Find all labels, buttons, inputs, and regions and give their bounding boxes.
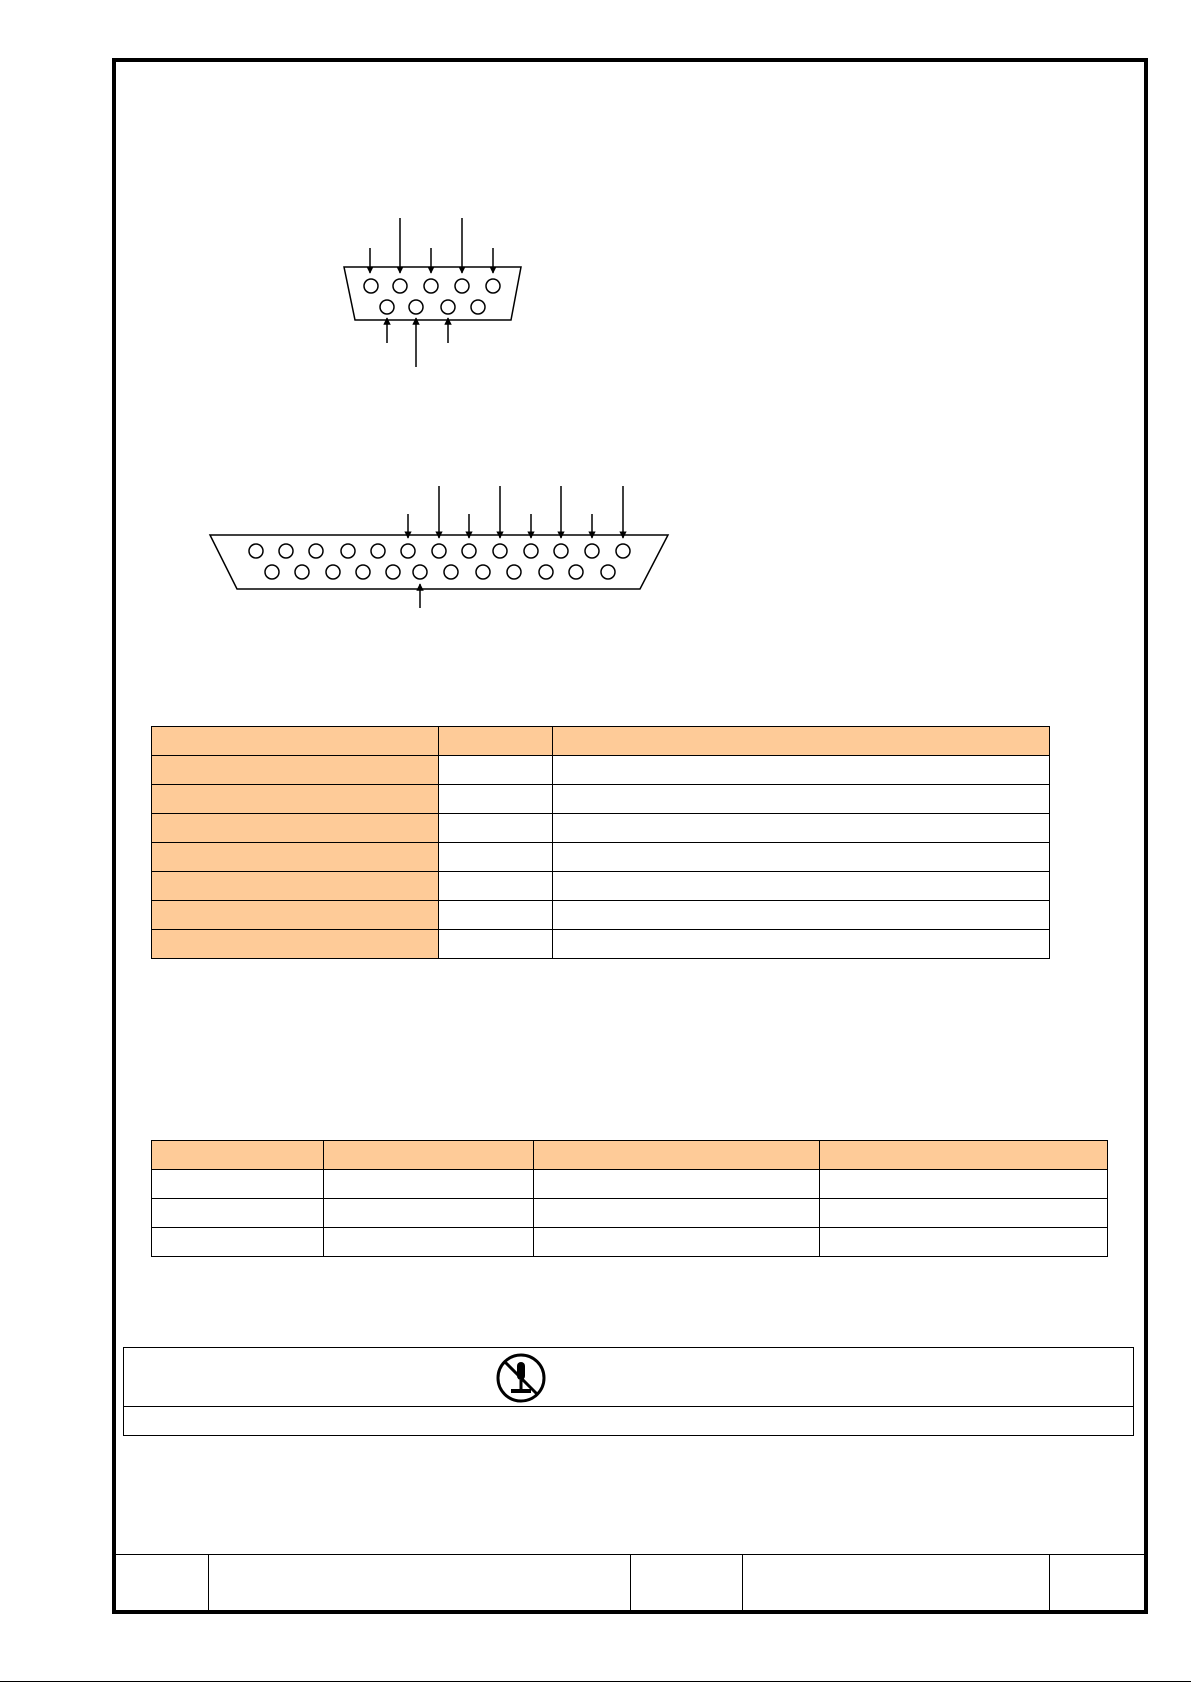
table-row bbox=[152, 930, 1050, 959]
footer-title-block bbox=[116, 1554, 1144, 1611]
table-cell bbox=[439, 756, 553, 785]
pin bbox=[413, 565, 427, 579]
table-cell bbox=[553, 930, 1050, 959]
signal-table bbox=[151, 726, 1050, 959]
db25-connector-shell bbox=[210, 535, 668, 589]
table-cell bbox=[820, 1228, 1108, 1257]
row-label-cell bbox=[152, 814, 439, 843]
table-row bbox=[152, 1199, 1108, 1228]
row-label-cell bbox=[152, 785, 439, 814]
pin bbox=[249, 544, 263, 558]
pin bbox=[444, 565, 458, 579]
table-cell bbox=[439, 872, 553, 901]
pin bbox=[493, 544, 507, 558]
table-header-row bbox=[152, 727, 1050, 756]
pin bbox=[386, 565, 400, 579]
table-cell bbox=[553, 901, 1050, 930]
footer-cell bbox=[742, 1555, 1050, 1611]
table-cell bbox=[820, 1199, 1108, 1228]
db25-bottom-pins bbox=[265, 565, 615, 579]
footer-cell bbox=[116, 1555, 209, 1611]
table-cell bbox=[534, 1199, 820, 1228]
pin bbox=[341, 544, 355, 558]
table-cell bbox=[534, 1170, 820, 1199]
row-label-cell bbox=[152, 843, 439, 872]
pin bbox=[380, 300, 394, 314]
table-header-cell bbox=[439, 727, 553, 756]
vga-connector-diagram bbox=[344, 218, 521, 367]
table-row bbox=[152, 814, 1050, 843]
pin bbox=[309, 544, 323, 558]
table-header-cell bbox=[820, 1141, 1108, 1170]
connector-diagrams bbox=[0, 0, 1191, 700]
caution-divider bbox=[124, 1406, 1133, 1407]
vga-top-pins bbox=[364, 279, 500, 293]
spec-table bbox=[151, 1140, 1108, 1257]
pin bbox=[476, 565, 490, 579]
pin bbox=[569, 565, 583, 579]
footer-cell bbox=[1049, 1555, 1144, 1611]
pin bbox=[441, 300, 455, 314]
table-header-cell bbox=[152, 1141, 324, 1170]
table-cell bbox=[439, 930, 553, 959]
pin bbox=[539, 565, 553, 579]
table-cell bbox=[324, 1170, 534, 1199]
pin bbox=[601, 565, 615, 579]
row-label-cell bbox=[152, 756, 439, 785]
pin bbox=[462, 544, 476, 558]
row-label-cell bbox=[152, 901, 439, 930]
table-row bbox=[152, 756, 1050, 785]
table-header-row bbox=[152, 1141, 1108, 1170]
pin bbox=[326, 565, 340, 579]
table-header-cell bbox=[553, 727, 1050, 756]
table-cell bbox=[820, 1170, 1108, 1199]
pin bbox=[471, 300, 485, 314]
table-cell bbox=[553, 756, 1050, 785]
table-row bbox=[152, 1170, 1108, 1199]
table-cell bbox=[324, 1199, 534, 1228]
pin bbox=[409, 300, 423, 314]
db25-connector-diagram bbox=[210, 486, 668, 608]
row-label-cell bbox=[152, 872, 439, 901]
table-header-cell bbox=[534, 1141, 820, 1170]
pin bbox=[432, 544, 446, 558]
pin bbox=[424, 279, 438, 293]
pin bbox=[524, 544, 538, 558]
table-row bbox=[152, 872, 1050, 901]
table-cell bbox=[534, 1228, 820, 1257]
table-header-cell bbox=[152, 727, 439, 756]
table-cell bbox=[152, 1199, 324, 1228]
pin bbox=[455, 279, 469, 293]
pin bbox=[554, 544, 568, 558]
page-bottom-rule bbox=[0, 1681, 1191, 1682]
table-row bbox=[152, 843, 1050, 872]
vga-bottom-pins bbox=[380, 300, 485, 314]
footer-cell bbox=[208, 1555, 631, 1611]
table-row bbox=[152, 785, 1050, 814]
caution-box bbox=[123, 1347, 1134, 1436]
pin bbox=[585, 544, 599, 558]
table-cell bbox=[439, 785, 553, 814]
pin bbox=[401, 544, 415, 558]
footer-cell bbox=[630, 1555, 743, 1611]
pin bbox=[356, 565, 370, 579]
pin bbox=[279, 544, 293, 558]
table-cell bbox=[439, 901, 553, 930]
table-cell bbox=[553, 785, 1050, 814]
pin bbox=[265, 565, 279, 579]
pin bbox=[295, 565, 309, 579]
table-cell bbox=[439, 843, 553, 872]
row-label-cell bbox=[152, 930, 439, 959]
pin bbox=[616, 544, 630, 558]
table-cell bbox=[152, 1228, 324, 1257]
table-header-cell bbox=[324, 1141, 534, 1170]
no-disassemble-prohibition-icon bbox=[495, 1352, 547, 1404]
table-row bbox=[152, 1228, 1108, 1257]
table-cell bbox=[553, 843, 1050, 872]
table-cell bbox=[152, 1170, 324, 1199]
pin bbox=[393, 279, 407, 293]
pin bbox=[486, 279, 500, 293]
table-cell bbox=[324, 1228, 534, 1257]
table-cell bbox=[553, 872, 1050, 901]
table-cell bbox=[553, 814, 1050, 843]
pin bbox=[507, 565, 521, 579]
pin bbox=[364, 279, 378, 293]
db25-top-pins bbox=[249, 544, 630, 558]
table-row bbox=[152, 901, 1050, 930]
pin bbox=[371, 544, 385, 558]
table-cell bbox=[439, 814, 553, 843]
